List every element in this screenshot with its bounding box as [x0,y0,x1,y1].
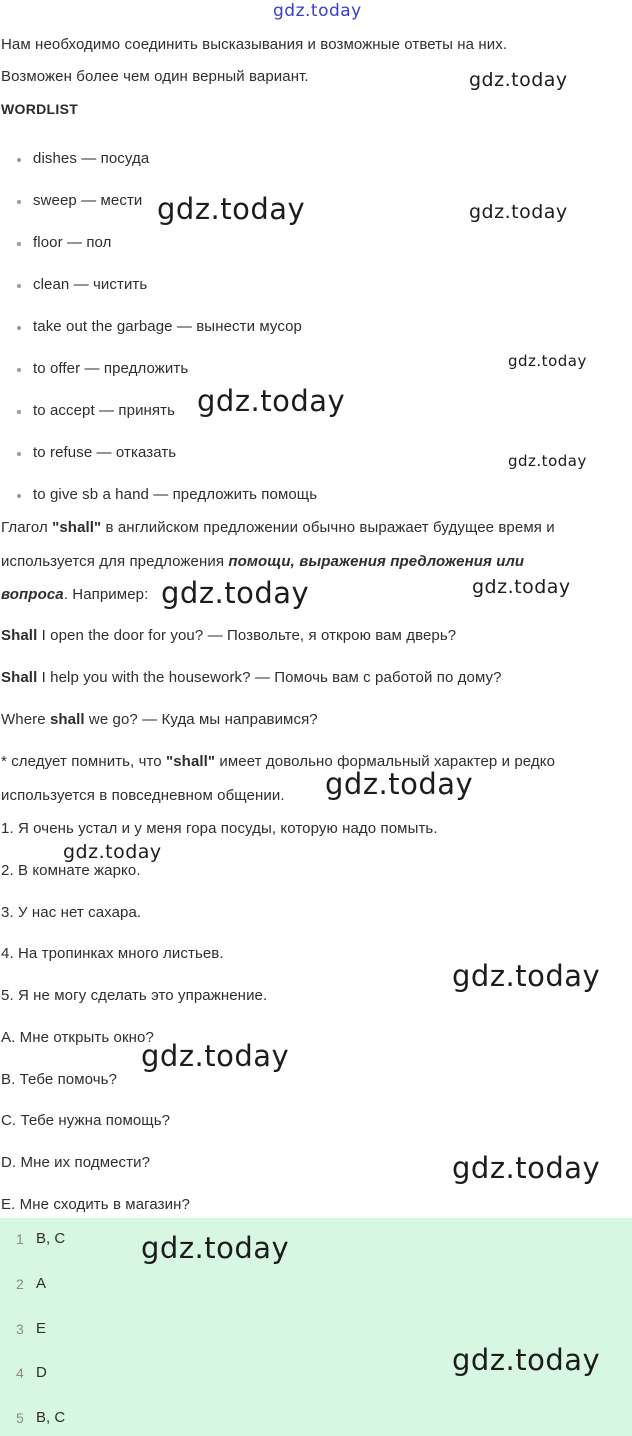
shall-term: "shall" [52,519,102,536]
bullet-icon [17,242,21,246]
intro-line-1: Нам необходимо соединить высказывания и возможные ответы на них. [1,36,508,53]
grammar-text: . Например: [63,586,149,603]
watermark-top: gdz.today [273,1,362,21]
answers-panel [0,1218,632,1436]
list-item: sweep — мести [33,192,143,209]
bullet-icon [17,326,21,330]
grammar-line-3 [1,586,148,603]
example-3 [1,711,318,728]
watermark: gdz.today [469,201,568,223]
example-2 [1,669,502,686]
bullet-icon [17,158,21,162]
watermark: gdz.today [469,69,568,91]
watermark: gdz.today [508,352,587,370]
watermark: gdz.today [472,576,571,598]
watermark: gdz.today [157,192,306,226]
statement-1: 1. Я очень устал и у меня гора посуды, которую надо помыть. [1,820,438,837]
grammar-text: Глагол [1,519,53,536]
grammar-line-2 [1,553,524,570]
watermark: gdz.today [141,1231,290,1265]
list-item: to refuse — отказать [33,444,177,461]
example-text: we go? — Куда мы направимся? [84,711,318,728]
intro-line-2: Возможен более чем один верный вариант. [1,68,309,85]
shall-term: "shall" [166,753,216,770]
grammar-text: используется для предложения [1,553,229,570]
example-keyword: Shall [1,669,38,686]
answer-value: A [36,1275,47,1292]
watermark: gdz.today [452,1151,601,1185]
statement-3: 3. У нас нет сахара. [1,904,142,921]
statement-2: 2. В комнате жарко. [1,862,141,879]
statement-5: 5. Я не могу сделать это упражнение. [1,987,268,1004]
bullet-icon [17,368,21,372]
answer-value: B, C [36,1230,66,1247]
watermark: gdz.today [63,841,162,863]
watermark: gdz.today [452,1343,601,1377]
example-text: Where [1,711,50,728]
note-text: * следует помнить, что [1,753,167,770]
grammar-emphasis: вопроса [1,586,64,603]
list-item: to give sb a hand — предложить помощь [33,486,318,503]
watermark: gdz.today [508,452,587,470]
watermark: gdz.today [197,384,346,418]
answer-value: B, C [36,1409,66,1426]
answer-number: 5 [16,1410,24,1426]
answer-number: 2 [16,1276,24,1292]
note-line-2: используется в повседневном общении. [1,787,285,804]
response-e: E. Мне сходить в магазин? [1,1196,190,1213]
list-item: clean — чистить [33,276,148,293]
answer-number: 1 [16,1231,24,1247]
answer-number: 3 [16,1321,24,1337]
watermark: gdz.today [452,959,601,993]
bullet-icon [17,494,21,498]
bullet-icon [17,284,21,288]
watermark: gdz.today [161,576,310,610]
bullet-icon [17,410,21,414]
watermark: gdz.today [325,767,474,801]
note-text: имеет довольно формальный характер и редко [215,753,556,770]
response-d: D. Мне их подмести? [1,1154,151,1171]
response-b: B. Тебе помочь? [1,1071,118,1088]
list-item: take out the garbage — вынести мусор [33,318,303,335]
example-keyword: Shall [1,627,38,644]
answer-number: 4 [16,1365,24,1381]
list-item: to offer — предложить [33,360,189,377]
list-item: dishes — посуда [33,150,150,167]
grammar-line-1 [1,519,555,536]
wordlist-heading: WORDLIST [1,101,79,117]
answer-value: D [36,1364,47,1381]
response-a: A. Мне открыть окно? [1,1029,154,1046]
grammar-text: в английском предложении обычно выражает будущее время и [101,519,555,536]
example-text: I help you with the housework? — Помочь вам с работой по дому? [37,669,502,686]
bullet-icon [17,200,21,204]
list-item: to accept — принять [33,402,176,419]
example-text: I open the door for you? — Позвольте, я открою вам дверь? [37,627,457,644]
grammar-emphasis: помощи, выражения предложения или [228,553,525,570]
list-item: floor — пол [33,234,112,251]
watermark: gdz.today [141,1039,290,1073]
answer-value: E [36,1320,47,1337]
bullet-icon [17,452,21,456]
example-1 [1,627,456,644]
response-c: C. Тебе нужна помощь? [1,1112,171,1129]
statement-4: 4. На тропинках много листьев. [1,945,224,962]
example-keyword: shall [49,711,85,728]
